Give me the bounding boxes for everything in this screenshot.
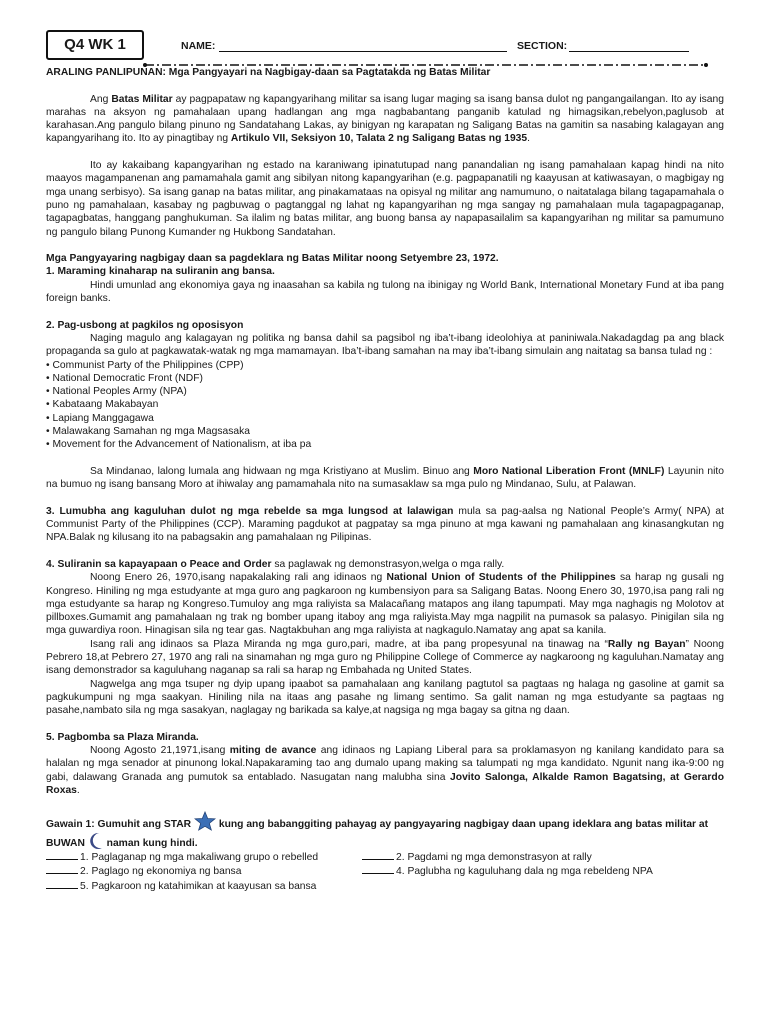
activity-instructions: Gawain 1: Gumuhit ang STAR kung ang babanggiting pahayag ay pangyayaring nagbigay daan upang ideklara ang batas militar at BUWAN naman kung hindi.	[46, 811, 724, 850]
list-item: • Kabataang Makabayan	[46, 398, 724, 411]
week-badge: Q4 WK 1	[46, 30, 144, 60]
answer-blank[interactable]	[362, 864, 394, 874]
list-item: • Malawakang Samahan ng mga Magsasaka	[46, 425, 724, 438]
event-4-title: 4. Suliranin sa kapayapaan o Peace and Order	[46, 558, 272, 570]
name-field[interactable]	[219, 51, 507, 52]
opposition-group-list	[46, 359, 724, 452]
list-item: • National Democratic Front (NDF)	[46, 372, 724, 385]
intro-paragraph-2: Ito ay kakaibang kapangyarihan ng estado na karaniwang ipinatutupad nang panandalian ng isang pamahalaan kapag hindi na nito maayos magampanenan ang pamamahala gamit ang sibilyan nitong kapangyarihan (e.g. pagpapanatili ng kaayusan at katiwasayan, o magbigay ng mga unang serbisyo). Sa isang ganap na batas militar, ang pinakamataas na opisyal ng militar ang namumuno, o naitatalaga bilang tagapamahala o puno ng pamahalaan, kasabay ng pagbuwag o pagtanggal ng lahat ng kapangyarihan ng mga sangay ng pamahalaan mula tagapagpaganap, tagapagbatas, hanggang panghukuman. Sa ilalim ng batas militar, ang buong bansa ay napapasailalim sa kapangyarihan ng militar sa pamumuno ng pangulo bilang Punong Kumander ng Hukbong Sandatahan.	[46, 160, 724, 238]
event-2-body: Naging magulo ang kalagayan ng politika ng bansa dahil sa pagsibol ng iba’t-ibang ideolohiya at paniniwala.Nakadagdag pa ang black propaganda sa gulo at pagkawatak-watak ng mga mamamayan. Iba’t-ibang samahan na may iba’t-ibang simulain ang naitatag sa bansa tulad ng :	[46, 332, 724, 358]
moon-icon	[88, 832, 104, 850]
list-item: • Communist Party of the Philippines (CPP)	[46, 359, 724, 372]
section-field[interactable]	[569, 51, 689, 52]
activity-item: 4. Paglubha ng kaguluhang dala ng mga rebeldeng NPA	[362, 864, 722, 878]
answer-blank[interactable]	[46, 864, 78, 874]
events-heading: Mga Pangyayaring nagbigay daan sa pagdeklara ng Batas Militar noong Setyembre 23, 1972.	[46, 253, 499, 265]
section-label: SECTION:	[517, 40, 568, 52]
event-4-paragraph-2: Isang rali ang idinaos sa Plaza Miranda ng mga guro,pari, madre, at iba pang propesyunal na tinawag na “Rally ng Bayan” Noong Pebrero 18,at Pebrero 27, 1970 ang rali na sinamahan ng mga guro ng Philippine College of Commerce ay nagkaroong ng kaguluhan.Namatay ang isang demonstrador sa kaguluhang naganap sa rali sa harap ng Embahada ng United States.	[46, 638, 724, 677]
event-3: 3. Lumubha ang kaguluhan dulot ng mga rebelde sa mga lungsod at lalawigan mula sa pag-aalsa ng National People’s Army( NPA) at Communist Party of the Philippines (CCP). Maraming pagdukot at pagpatay sa mga pinuno at mga kawani ng pamahalaan ang kinasangkutan ng NPA.Balak ng kilusang ito na pabagsakin ang pamahalaan ng Pilipinas.	[46, 505, 724, 544]
event-2-title: 2. Pag-usbong at pagkilos ng oposisyon	[46, 319, 244, 331]
list-item: • Movement for the Advancement of Nationalism, at iba pa	[46, 438, 724, 451]
page-title: ARALING PANLIPUNAN: Mga Pangyayari na Nagbigay-daan sa Pagtatakda ng Batas Militar	[46, 67, 491, 78]
event-4-title-line: 4. Suliranin sa kapayapaan o Peace and Order sa paglawak ng demonstrasyon,welga o mga rally.	[46, 558, 505, 570]
event-1-title: 1. Maraming kinaharap na suliranin ang bansa.	[46, 266, 275, 278]
event-3-title: 3. Lumubha ang kaguluhan dulot ng mga rebelde sa mga lungsod at lalawigan	[46, 505, 454, 517]
event-4-paragraph-1: Noong Enero 26, 1970,isang napakalaking rali ang idinaos ng National Union of Students of the Philippines sa harap ng gusali ng Kongreso. Hiniling ng mga estudyante at mga guro ang pagkaroon ng kumbensiyon para sa Saligang Batas. Noong Enero 30, 1970,isa pang rali ng mga estudyante sa harap ng Kongreso.Tumuloy ang mga raliyista sa Malacañang matapos ang ilang tapumpati. May mga naghagis ng Molotov at pillboxes.Gumamit ang pamahalaan ng trak ng bomber upang itaboy ang mga raliyista.May mga nagpilit na pumasok sa palasyo. Pinigilan sila ng mga guwardiya roon. Hinagisan sila ng tear gas. Nagtakbuhan ang mga raliyista at nagkagulo.Namatay ang apat sa kanila.	[46, 572, 725, 637]
list-item: • National Peoples Army (NPA)	[46, 385, 724, 398]
star-icon	[194, 811, 216, 831]
event-5-body: Noong Agosto 21,1971,isang miting de avance ang idinaos ng Lapiang Liberal para sa proklamasyon ng kanilang kandidato para sa halalan ng mga senador at pinunong lokal.Napakaraming tao ang dumalo upang making sa talumpati ng mga kandidato. Ngunit nang ika-9:00 ng gabi, dalawang Granada ang pumutok sa entablado. Nasugatan nang malubha sina Jovito Salonga, Alkalde Ramon Bagatsing, at Gerardo Roxas.	[46, 745, 725, 797]
activity-items	[46, 850, 724, 893]
mindanao-paragraph: Sa Mindanao, lalong lumala ang hidwaan ng mga Kristiyano at Muslim. Binuo ang Moro National Liberation Front (MNLF) Layunin nito na bumuo ng isang bansang Moro at ihiwalay ang pamamahala nito na sumasaklaw sa mga pulo ng Mindanao, Sulu, at Palawan.	[46, 465, 724, 491]
intro-paragraph-1: Ang Batas Militar ay pagpapataw ng kapangyarihang militar sa isang lugar maging sa isang bansa dulot ng pangangailangan. Ito ay isang marahas na aksyon ng pamahalaan upang hadlangan ang mga nagbabantang panganib katulad ng himagsikan,rebelyon,paglusob at karahasan.Ang pangulo bilang pinuno ng Sandatahang Lakas, ay binigyan ng karapatan ng Saligang Batas na gamitin sa nasabing kalagayan ang kapangyarihang ito. Ito ay pinagtibay ng Artikulo VII, Seksiyon 10, Talata 2 ng Saligang Batas ng 1935.	[46, 93, 724, 145]
activity-item: 2. Paglago ng ekonomiya ng bansa	[46, 864, 362, 878]
activity-item: 1. Paglaganap ng mga makaliwang grupo o rebelled	[46, 850, 362, 864]
answer-blank[interactable]	[46, 850, 78, 860]
activity-item: 2. Pagdami ng mga demonstrasyon at rally	[362, 850, 722, 864]
activity-item: 5. Pagkaroon ng katahimikan at kaayusan sa bansa	[46, 879, 362, 893]
event-1-body: Hindi umunlad ang ekonomiya gaya ng inaasahan sa kabila ng tulong na ibinigay ng World Bank, International Monetary Fund at iba pang foreign banks.	[46, 279, 724, 305]
answer-blank[interactable]	[46, 879, 78, 889]
document-body	[46, 66, 724, 893]
event-4-paragraph-3: Nagwelga ang mga tsuper ng dyip upang ipaabot sa pamahalaan ang kanilang pagtutol sa pagtaas ng halaga ng gasoline at gamit sa pagkukumpuni ng mga saakyan. Hiniling nila na itaas ang pasahe ng limang sentimo. Sa galit naman ng mga estudyante sa pagtaas ng pasahe,nambato sila ng mga sasakyan, naglagay ng barikada sa kalye,at nagsiga ng mga bagay sa gitna ng daan.	[46, 678, 724, 717]
event-5-title: 5. Pagbomba sa Plaza Miranda.	[46, 731, 199, 743]
list-item: • Lapiang Manggagawa	[46, 412, 724, 425]
name-label: NAME:	[181, 40, 216, 52]
activity-section	[46, 811, 724, 892]
answer-blank[interactable]	[362, 850, 394, 860]
